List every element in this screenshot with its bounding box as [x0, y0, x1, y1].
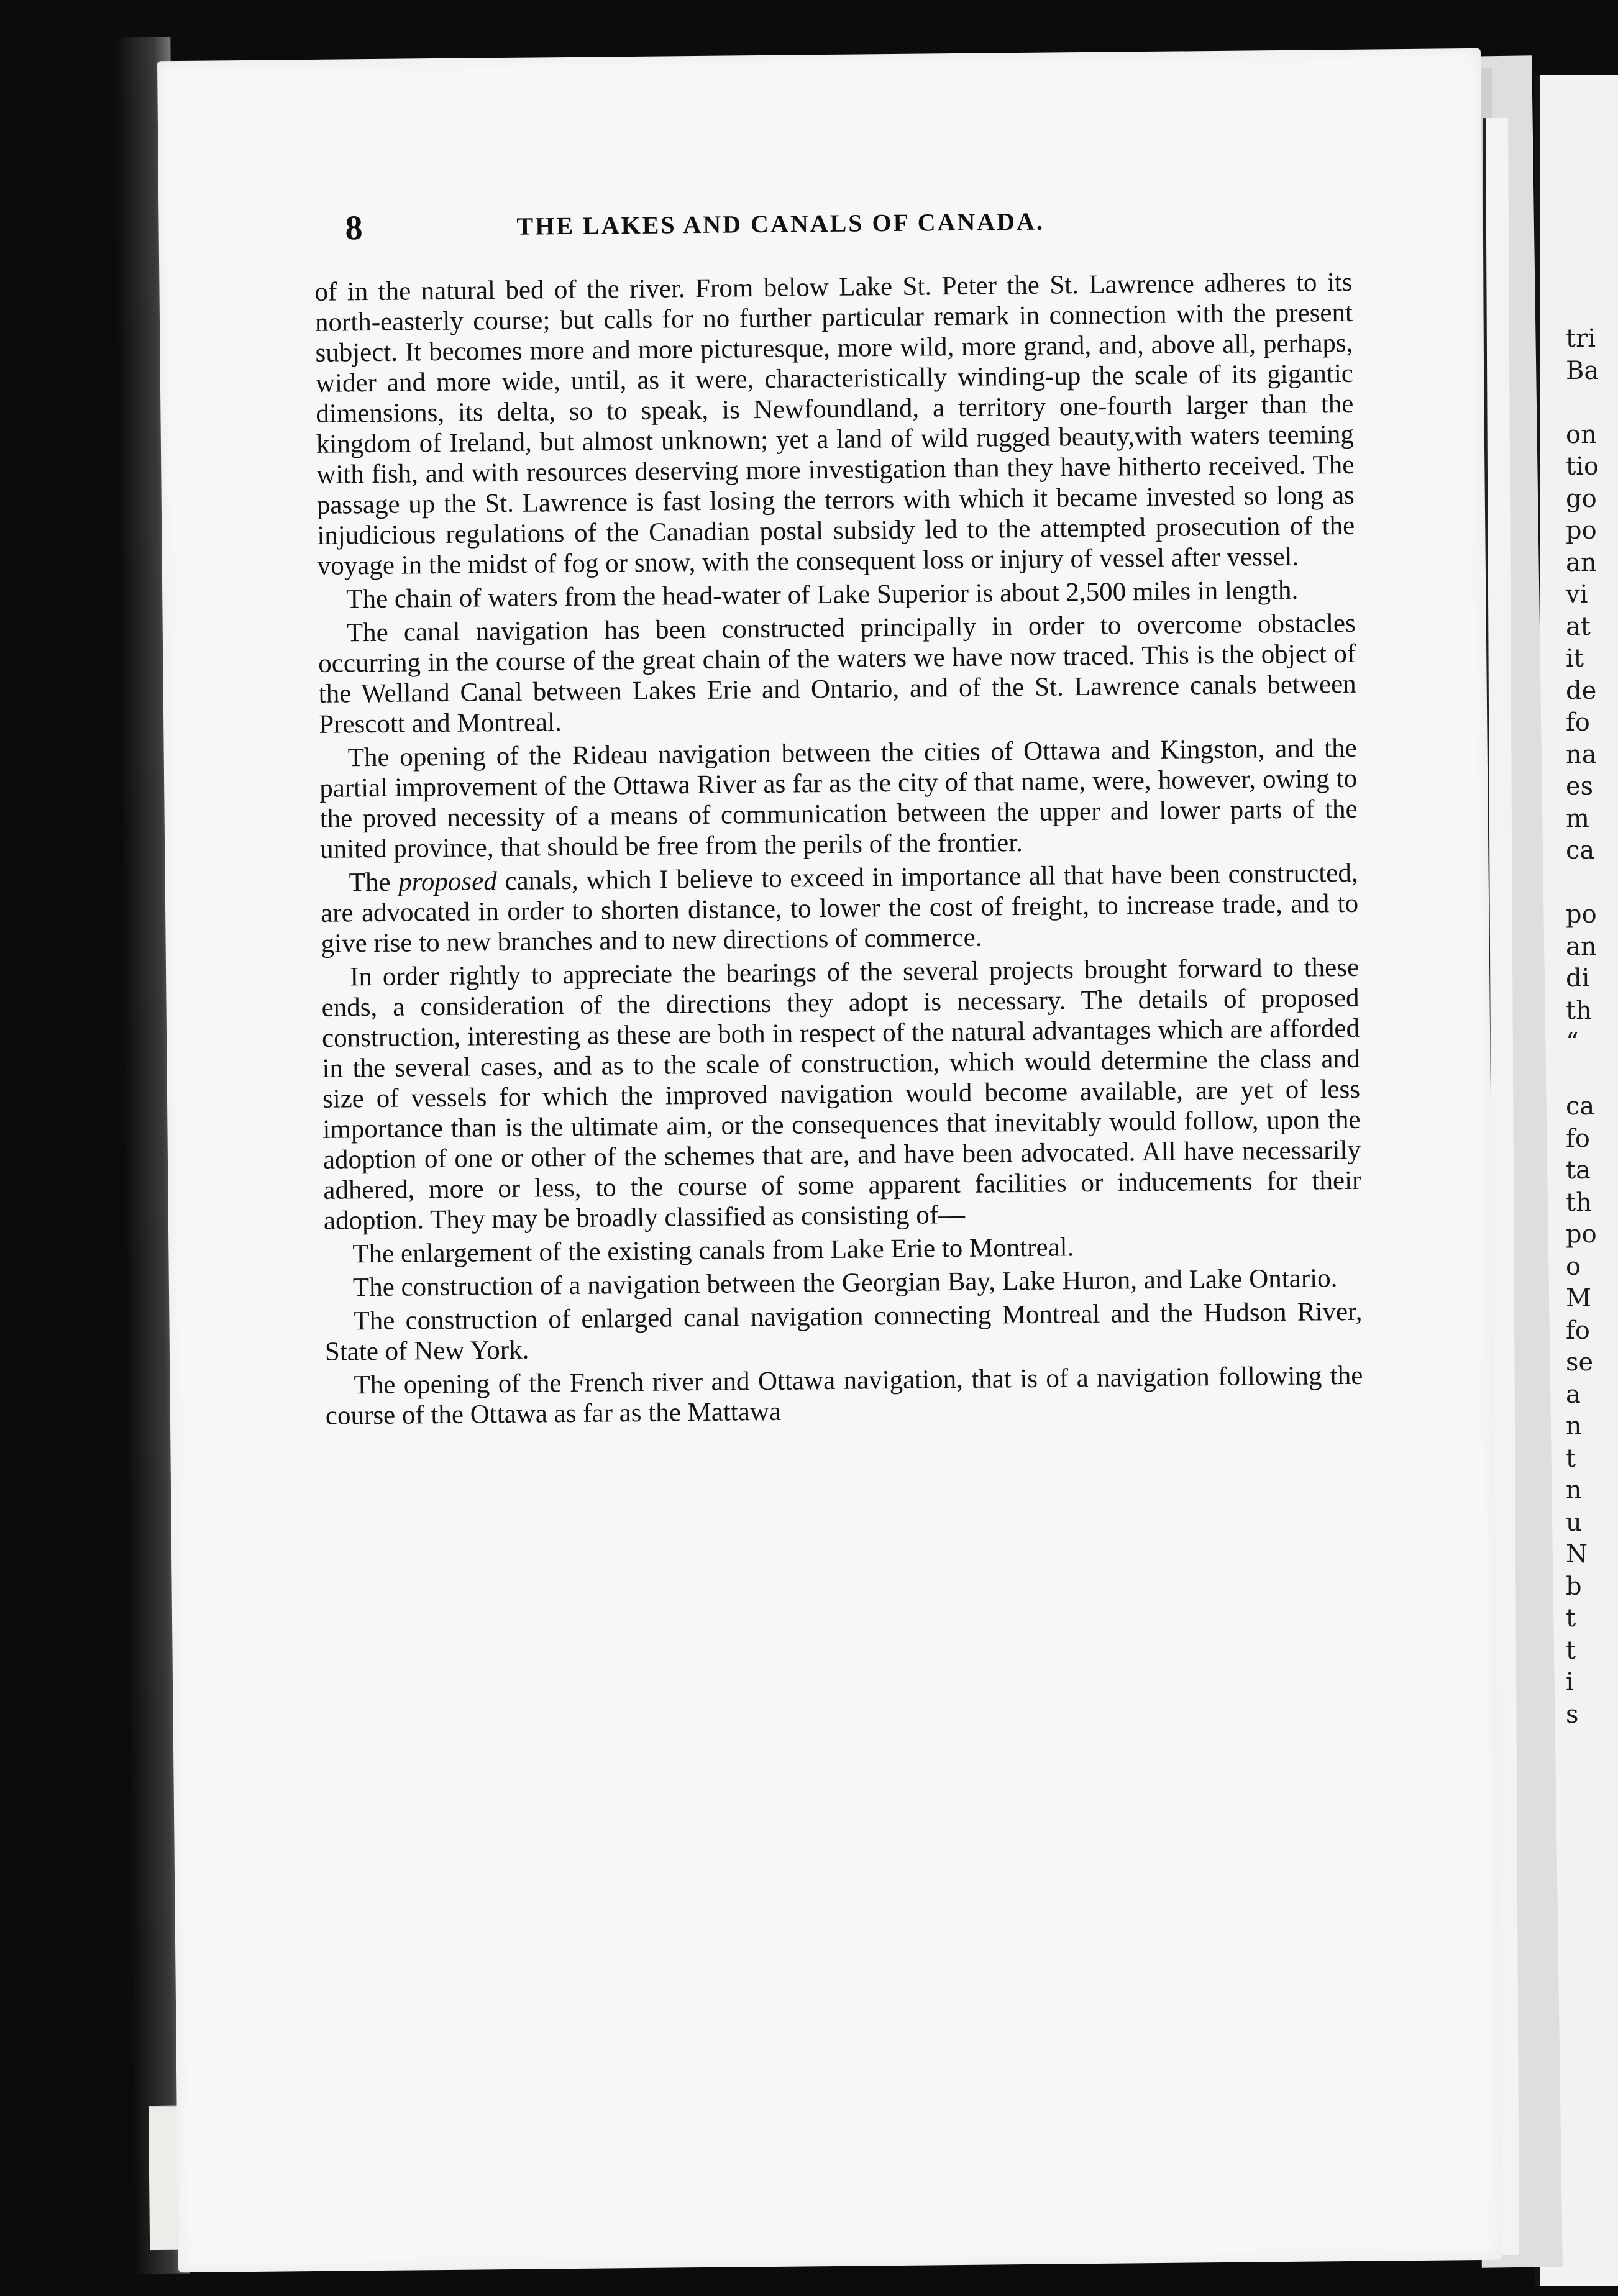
adjacent-page-text-fragments: tri Ba on tio go po an vi at it de fo na es m ca po an di th “ ca fo ta th po o M fo se a n t n u N b t t i s	[1566, 324, 1599, 1729]
emphasis-text: proposed	[398, 867, 497, 897]
paragraph: The enlargement of the existing canals from Lake Erie to Montreal.	[352, 1232, 1074, 1269]
paragraph: The opening of the French river and Ottawa navigation, that is of a navigation following the course of the Ottawa as far as the Mattawa	[325, 1360, 1363, 1431]
running-head: THE LAKES AND CANALS OF CANADA.	[516, 207, 1045, 240]
paragraph-text: The	[349, 867, 399, 898]
page-number: 8	[345, 209, 363, 248]
paragraph: The opening of the Rideau navigation between the cities of Ottawa and Kingston, and the partial improvement of the Ottawa River as far as the city of that name, were, however, owing to the proved necessity of a means of communication between the upper and lower parts of the united province, that should be free from the perils of the frontier.	[319, 733, 1358, 864]
paragraph: The construction of enlarged canal navigation connecting Montreal and the Hudson River, State of New York.	[324, 1296, 1363, 1367]
paragraph: The chain of waters from the head-water of Lake Superior is about 2,500 miles in length.	[346, 575, 1299, 614]
page-header	[345, 198, 1432, 248]
body-text	[314, 267, 1363, 1431]
paragraph: The construction of a navigation between the Georgian Bay, Lake Huron, and Lake Ontario.	[352, 1264, 1338, 1303]
paragraph	[320, 858, 1358, 959]
paragraph: of in the natural bed of the river. From below Lake St. Peter the St. Lawrence adheres to its north-easterly course; but calls for no further particular remark in connection with the present subject. It becomes more and more picturesque, more wild, more grand, and, above all, perhaps, wider and more wide, until, as it were, characteristically winding-up the scale of its gigantic dimensions, its delta, so to speak, is Newfoundland, a territory one-fourth larger than the kingdom of Ireland, but almost unknown; yet a land of wild rugged beauty,with waters teeming with fish, and with resources deserving more investigation than they have hitherto received. The passage up the St. Lawrence is fast losing the terrors with which it became invested so long as injudicious regulations of the Canadian postal subsidy led to the attempted prosecution of the voyage in the midst of fog or snow, with the consequent loss or injury of vessel after vessel.	[314, 267, 1355, 581]
paragraph: The canal navigation has been constructed principally in order to overcome obstacles occurring in the course of the great chain of the waters we have now traced. This is the object of the Welland Canal between Lakes Erie and Ontario, and of the St. Lawrence canals between Prescott and Montreal.	[318, 608, 1356, 739]
paragraph: In order rightly to appreciate the bearings of the several projects brought forward to these ends, a consideration of the directions they adopt is necessary. The details of proposed construction, interesting as these are both in respect of the natural advantages which are afforded in the several cases, and as to the scale of construction, which would determine the class and size of vessels for which the improved navigation would become available, are yet of less importance than is the ultimate aim, or the consequences that inevitably would follow, upon the adoption of one or other of the schemes that are, and have been advocated. All have necessarily adhered, more or less, to the course of some apparent facilities or inducements for their adoption. They may be broadly classified as consisting of—	[321, 952, 1361, 1236]
book-page	[157, 48, 1502, 2272]
paragraph-text: canals, which I believe to exceed in importance all that have been constructed, are advocated in order to shorten distance, to lower the cost of freight, to increase trade, and to give rise to new branches and to new directions of commerce.	[320, 858, 1359, 959]
